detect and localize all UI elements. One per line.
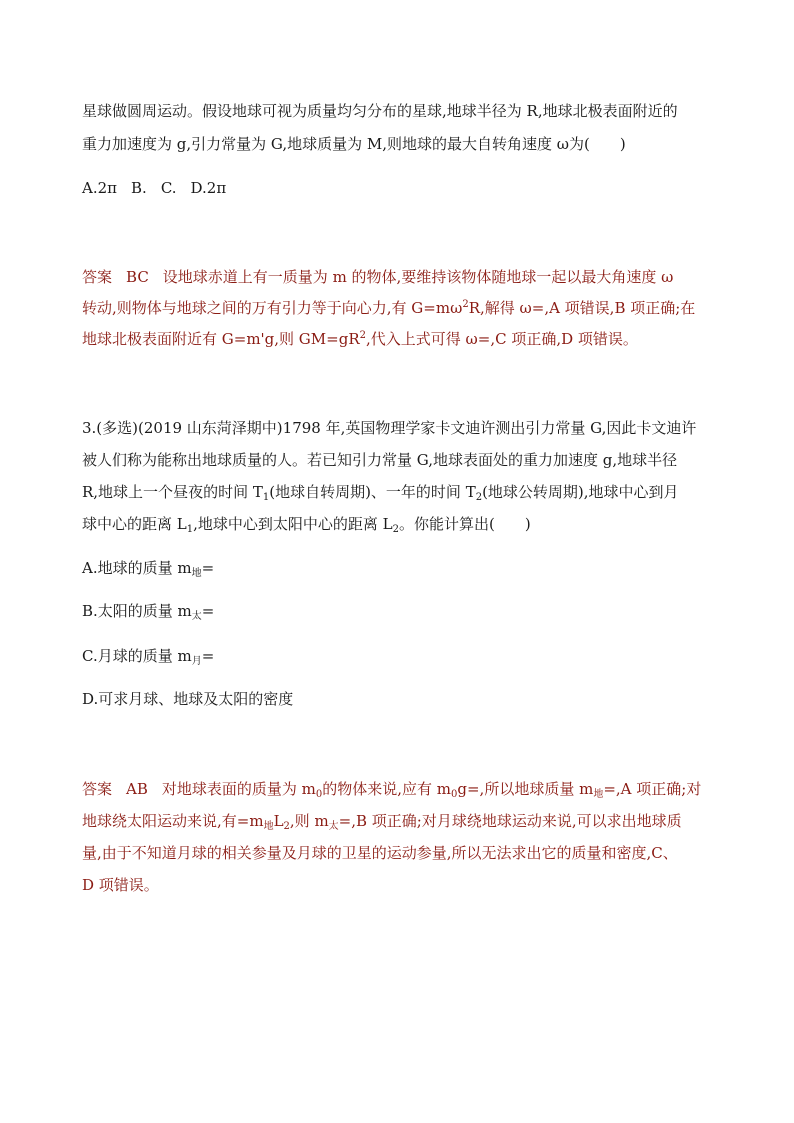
q3-option-c bbox=[82, 646, 214, 666]
answer-3-text-1c: g=,所以地球质量 m bbox=[457, 780, 594, 798]
q3-option-a bbox=[82, 558, 214, 578]
subscript: 太 bbox=[328, 821, 339, 832]
superscript: 2 bbox=[462, 299, 469, 310]
answer-3-text-1b: 的物体来说,应有 m bbox=[322, 780, 452, 798]
q3-option-b-text: B.太阳的质量 m bbox=[82, 602, 192, 620]
q3-text-4b: ,地球中心到太阳中心的距离 L bbox=[193, 515, 393, 533]
q3-line-4 bbox=[82, 514, 531, 534]
subscript: 地 bbox=[263, 821, 274, 832]
q2-line-1: 星球做圆周运动。假设地球可视为质量均匀分布的星球,地球半径为 R,地球北极表面附近的 bbox=[82, 102, 678, 120]
answer-3-text-1d: =,A 项正确;对 bbox=[603, 780, 702, 798]
q2-option-c: C. bbox=[160, 179, 177, 197]
answer-2-text-3a: 地球北极表面附近有 G=m'g,则 GM=gR bbox=[82, 330, 360, 348]
subscript: 1 bbox=[186, 524, 194, 535]
answer-3-text-2d: =,B 项正确;对月球绕地球运动来说,可以求出地球质 bbox=[338, 812, 682, 830]
subscript: 2 bbox=[475, 492, 483, 503]
equals-sign: = bbox=[201, 559, 215, 577]
q2-option-a: A.2π bbox=[82, 179, 118, 197]
answer-key: AB bbox=[126, 780, 148, 798]
answer-2-text-2a: 转动,则物体与地球之间的万有引力等于向心力,有 G=mω bbox=[82, 299, 463, 317]
answer-key: BC bbox=[126, 268, 149, 286]
q3-text-3a: R,地球上一个昼夜的时间 T bbox=[82, 483, 263, 501]
subscript: 1 bbox=[262, 492, 270, 503]
subscript: 太 bbox=[191, 611, 202, 622]
q3-option-d: D.可求月球、地球及太阳的密度 bbox=[82, 690, 294, 708]
subscript: 地 bbox=[191, 568, 202, 579]
subscript: 0 bbox=[315, 789, 323, 800]
q3-line-3 bbox=[82, 482, 679, 502]
q3-line-1: 3.(多选)(2019 山东菏泽期中)1798 年,英国物理学家卡文迪许测出引力常量 G,因此卡文迪许 bbox=[82, 419, 697, 437]
q3-text-3c: (地球公转周期),地球中心到月 bbox=[482, 483, 679, 501]
answer-2-text-3b: ,代入上式可得 ω=,C 项正确,D 项错误。 bbox=[366, 330, 638, 348]
q3-text-4c: 。你能计算出( ) bbox=[398, 515, 531, 533]
answer-2-text-1: 设地球赤道上有一质量为 m 的物体,要维持该物体随地球一起以最大角速度 ω bbox=[162, 268, 674, 286]
q3-text-4a: 球中心的距离 L bbox=[82, 515, 187, 533]
equals-sign: = bbox=[201, 647, 215, 665]
answer-3-text-2b: L bbox=[273, 812, 284, 830]
answer-3-line-4: D 项错误。 bbox=[82, 876, 159, 894]
subscript: 0 bbox=[451, 789, 458, 800]
q2-options bbox=[82, 178, 226, 198]
q3-option-c-text: C.月球的质量 m bbox=[82, 647, 192, 665]
answer-3-text-2c: ,则 m bbox=[289, 812, 329, 830]
answer-3-line-2 bbox=[82, 811, 682, 831]
subscript: 2 bbox=[283, 821, 290, 832]
answer-2-line-1 bbox=[82, 267, 673, 287]
answer-3-text-2a: 地球绕太阳运动来说,有=m bbox=[82, 812, 264, 830]
subscript: 地 bbox=[593, 789, 604, 800]
subscript: 月 bbox=[191, 656, 202, 667]
q2-option-b: B. bbox=[131, 179, 147, 197]
q3-line-2: 被人们称为能称出地球质量的人。若已知引力常量 G,地球表面处的重力加速度 g,地球半径 bbox=[82, 451, 678, 469]
answer-2-text-2b: R,解得 ω=,A 项错误,B 项正确;在 bbox=[468, 299, 696, 317]
answer-3-text-1a: 对地球表面的质量为 m bbox=[161, 780, 316, 798]
answer-3-line-3: 量,由于不知道月球的相关参量及月球的卫星的运动参量,所以无法求出它的质量和密度,C、 bbox=[82, 844, 678, 862]
answer-2-line-3 bbox=[82, 329, 638, 349]
answer-3-line-1 bbox=[82, 779, 701, 799]
q2-option-d: D.2π bbox=[190, 179, 227, 197]
equals-sign: = bbox=[201, 602, 215, 620]
q2-line-2: 重力加速度为 g,引力常量为 G,地球质量为 M,则地球的最大自转角速度 ω为( ) bbox=[82, 135, 626, 153]
q3-text-3b: (地球自转周期)、一年的时间 T bbox=[269, 483, 476, 501]
q3-option-b bbox=[82, 601, 214, 621]
answer-label: 答案 bbox=[82, 268, 113, 286]
answer-2-line-2 bbox=[82, 298, 695, 318]
q3-option-a-text: A.地球的质量 m bbox=[82, 559, 192, 577]
subscript: 2 bbox=[392, 524, 399, 535]
superscript: 2 bbox=[359, 330, 366, 341]
answer-label: 答案 bbox=[82, 780, 113, 798]
